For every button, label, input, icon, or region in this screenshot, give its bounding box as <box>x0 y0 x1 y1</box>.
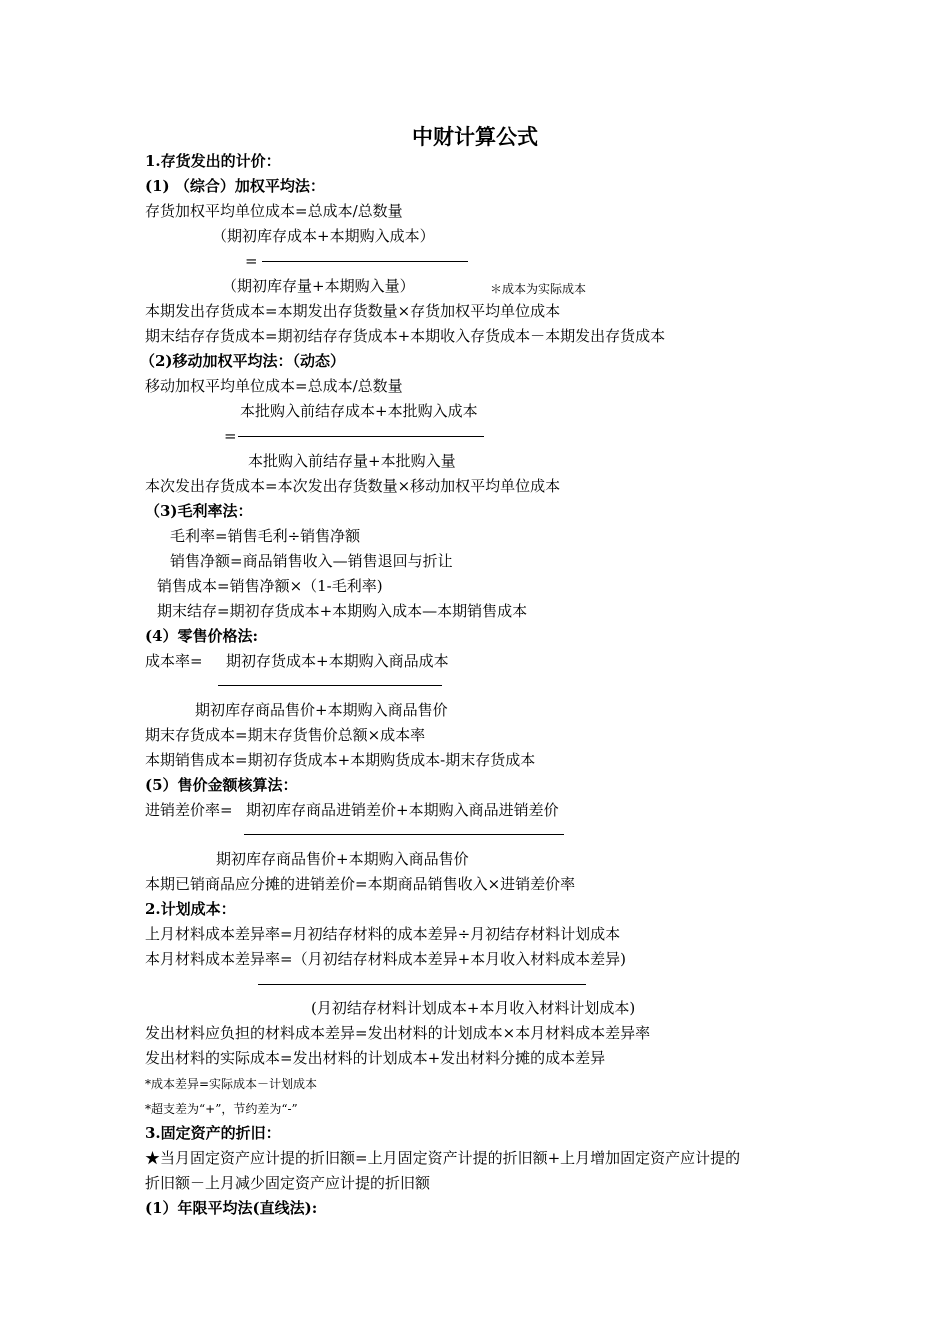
formula-numerator: （期初库存成本+本期购入成本） <box>212 227 435 245</box>
fraction-bar <box>238 436 484 437</box>
formula-line: ★当月固定资产应计提的折旧额=上月固定资产计提的折旧额+上月增加固定资产应计提的 <box>145 1149 741 1167</box>
note-text: *成本差异=实际成本－计划成本 <box>145 1077 318 1091</box>
fraction-bar <box>218 685 442 686</box>
section-heading: 3.固定资产的折旧： <box>145 1124 281 1142</box>
formula-line: 期末结存=期初存货成本+本期购入成本—本期销售成本 <box>157 602 528 620</box>
subsection-heading: (1) （综合）加权平均法： <box>145 177 325 195</box>
formula-line: 本次发出存货成本=本次发出存货数量×移动加权平均单位成本 <box>145 477 561 495</box>
formula-line: 本期已销商品应分摊的进销差价=本期商品销售收入×进销差价率 <box>145 875 576 893</box>
note-text: ＊成本为实际成本 <box>490 282 587 296</box>
page-title: 中财计算公式 <box>412 124 538 149</box>
section-heading: 2.计划成本： <box>145 900 236 918</box>
formula-label: 进销差价率= <box>145 801 233 819</box>
formula-line: 发出材料的实际成本=发出材料的计划成本+发出材料分摊的成本差异 <box>145 1049 606 1067</box>
fraction-bar <box>262 261 468 262</box>
formula-line: 本期发出存货成本=本期发出存货数量×存货加权平均单位成本 <box>145 302 561 320</box>
formula-denominator: 期初库存商品售价+本期购入商品售价 <box>216 850 469 868</box>
note-text: *超支差为“+”，节约差为“-” <box>145 1102 298 1116</box>
formula-line: 期末存货成本=期末存货售价总额×成本率 <box>145 726 426 744</box>
subsection-heading: (1）年限平均法(直线法): <box>145 1199 318 1217</box>
subsection-heading: (5）售价金额核算法： <box>145 776 298 794</box>
formula-denominator: 本批购入前结存量+本批购入量 <box>248 452 456 470</box>
formula-line: 存货加权平均单位成本=总成本/总数量 <box>145 202 403 220</box>
formula-line: 销售净额=商品销售收入—销售退回与折让 <box>170 552 453 570</box>
formula-label: 成本率= <box>145 652 203 670</box>
formula-numerator: 本批购入前结存成本+本批购入成本 <box>240 402 478 420</box>
formula-line: 销售成本=销售净额×（1-毛利率) <box>157 577 383 595</box>
formula-numerator: 本月材料成本差异率=（月初结存材料成本差异+本月收入材料成本差异) <box>145 950 626 968</box>
formula-line: 期末结存存货成本=期初结存存货成本+本期收入存货成本－本期发出存货成本 <box>145 327 666 345</box>
subsection-heading: (4）零售价格法: <box>145 627 259 645</box>
formula-line: 本期销售成本=期初存货成本+本期购货成本-期末存货成本 <box>145 751 536 769</box>
formula-equals: = <box>224 427 237 445</box>
formula-line: 上月材料成本差异率=月初结存材料的成本差异÷月初结存材料计划成本 <box>145 925 621 943</box>
subsection-heading: （3)毛利率法： <box>145 502 253 520</box>
formula-line: 毛利率=销售毛利÷销售净额 <box>170 527 361 545</box>
formula-line: 发出材料应负担的材料成本差异=发出材料的计划成本×本月材料成本差异率 <box>145 1024 651 1042</box>
section-heading: 1.存货发出的计价： <box>145 152 281 170</box>
formula-denominator: （期初库存量+本期购入量） <box>222 277 415 295</box>
formula-numerator: 期初库存商品进销差价+本期购入商品进销差价 <box>246 801 559 819</box>
formula-denominator: (月初结存材料计划成本+本月收入材料计划成本) <box>311 999 636 1017</box>
formula-line: 折旧额－上月减少固定资产应计提的折旧额 <box>145 1174 431 1192</box>
subsection-heading: （2)移动加权平均法：（动态） <box>140 352 346 370</box>
fraction-bar <box>244 834 564 835</box>
formula-equals: = <box>245 252 258 270</box>
formula-numerator: 期初存货成本+本期购入商品成本 <box>226 652 449 670</box>
formula-denominator: 期初库存商品售价+本期购入商品售价 <box>195 701 448 719</box>
formula-line: 移动加权平均单位成本=总成本/总数量 <box>145 377 403 395</box>
fraction-bar <box>258 984 586 985</box>
